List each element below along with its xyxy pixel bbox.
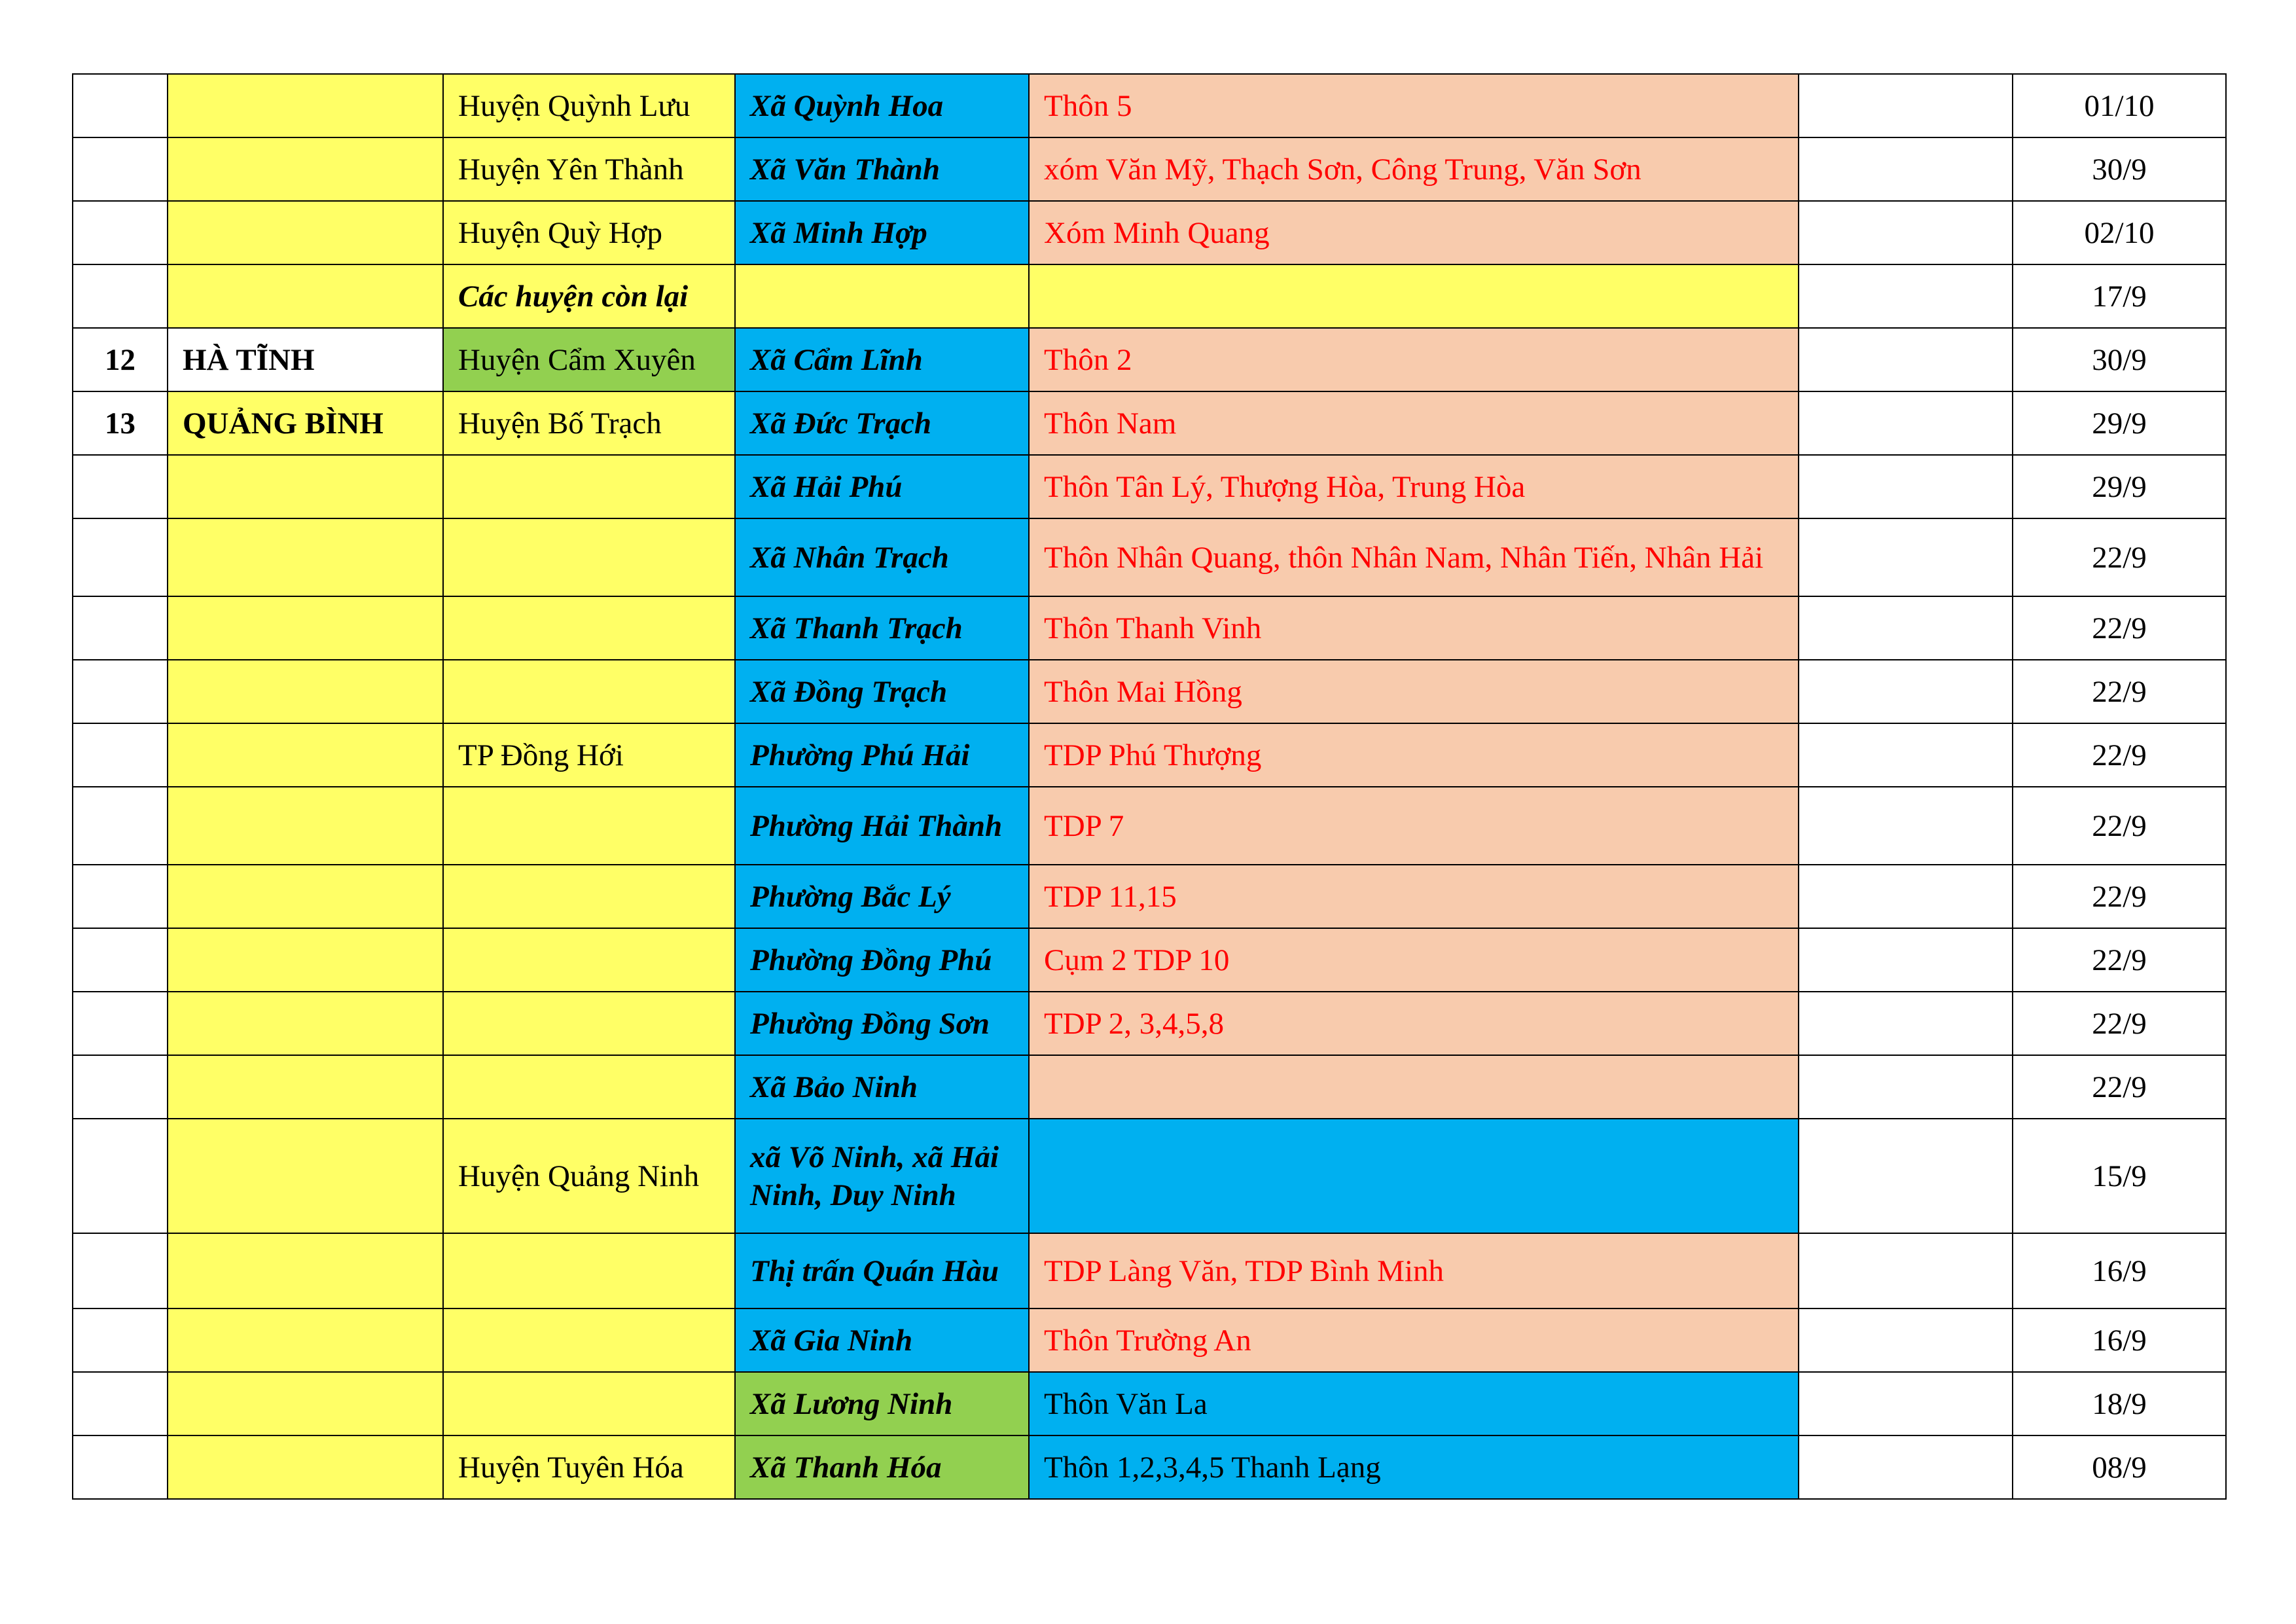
- province-cell: [168, 1055, 443, 1119]
- district-cell: [443, 865, 735, 928]
- province-cell: [168, 74, 443, 137]
- note-cell: [1799, 518, 2013, 596]
- note-cell: [1799, 455, 2013, 518]
- note-cell: [1799, 201, 2013, 264]
- district-cell: Huyện Yên Thành: [443, 137, 735, 201]
- stt-cell: [73, 137, 168, 201]
- note-cell: [1799, 723, 2013, 787]
- note-cell: [1799, 264, 2013, 328]
- province-cell: [168, 723, 443, 787]
- stt-cell: [73, 1233, 168, 1308]
- district-cell: [443, 1055, 735, 1119]
- district-cell: Các huyện còn lại: [443, 264, 735, 328]
- table-row: [73, 74, 2226, 137]
- note-cell: [1799, 1233, 2013, 1308]
- table-row: [73, 1435, 2226, 1499]
- district-cell: [443, 992, 735, 1055]
- commune-cell: Xã Đức Trạch: [735, 391, 1029, 455]
- stt-cell: [73, 74, 168, 137]
- table-row: [73, 264, 2226, 328]
- district-cell: Huyện Bố Trạch: [443, 391, 735, 455]
- date-cell: 22/9: [2013, 723, 2226, 787]
- note-cell: [1799, 137, 2013, 201]
- commune-cell: Xã Minh Hợp: [735, 201, 1029, 264]
- stt-cell: [73, 787, 168, 865]
- commune-cell: Phường Bắc Lý: [735, 865, 1029, 928]
- district-cell: [443, 596, 735, 660]
- district-cell: [443, 1372, 735, 1435]
- district-cell: [443, 1308, 735, 1372]
- table-row: [73, 137, 2226, 201]
- stt-cell: [73, 1308, 168, 1372]
- stt-cell: [73, 201, 168, 264]
- commune-cell: Phường Đồng Sơn: [735, 992, 1029, 1055]
- table-row: [73, 201, 2226, 264]
- note-cell: [1799, 1308, 2013, 1372]
- date-cell: 30/9: [2013, 328, 2226, 391]
- commune-cell: Xã Văn Thành: [735, 137, 1029, 201]
- date-cell: 15/9: [2013, 1119, 2226, 1233]
- commune-cell: Phường Phú Hải: [735, 723, 1029, 787]
- area-cell: Cụm 2 TDP 10: [1029, 928, 1799, 992]
- commune-cell: Thị trấn Quán Hàu: [735, 1233, 1029, 1308]
- commune-cell: Xã Lương Ninh: [735, 1372, 1029, 1435]
- province-cell: [168, 992, 443, 1055]
- table-row: [73, 1308, 2226, 1372]
- table-row: [73, 455, 2226, 518]
- district-cell: [443, 787, 735, 865]
- area-cell: xóm Văn Mỹ, Thạch Sơn, Công Trung, Văn Sơn: [1029, 137, 1799, 201]
- table-row: [73, 787, 2226, 865]
- district-cell: Huyện Quỳnh Lưu: [443, 74, 735, 137]
- note-cell: [1799, 865, 2013, 928]
- area-cell: Thôn Tân Lý, Thượng Hòa, Trung Hòa: [1029, 455, 1799, 518]
- province-cell: [168, 518, 443, 596]
- note-cell: [1799, 928, 2013, 992]
- date-cell: 22/9: [2013, 787, 2226, 865]
- date-cell: 22/9: [2013, 928, 2226, 992]
- table-row: [73, 518, 2226, 596]
- outbreak-area-table: [72, 73, 2227, 1500]
- note-cell: [1799, 787, 2013, 865]
- commune-cell: Xã Thanh Trạch: [735, 596, 1029, 660]
- date-cell: 29/9: [2013, 391, 2226, 455]
- note-cell: [1799, 1372, 2013, 1435]
- date-cell: 02/10: [2013, 201, 2226, 264]
- table-row: [73, 1233, 2226, 1308]
- district-cell: [443, 928, 735, 992]
- date-cell: 22/9: [2013, 660, 2226, 723]
- district-cell: [443, 660, 735, 723]
- date-cell: 08/9: [2013, 1435, 2226, 1499]
- area-cell: Thôn 5: [1029, 74, 1799, 137]
- province-cell: [168, 1435, 443, 1499]
- table-row: [73, 928, 2226, 992]
- district-cell: TP Đồng Hới: [443, 723, 735, 787]
- commune-cell: Xã Nhân Trạch: [735, 518, 1029, 596]
- district-cell: Huyện Tuyên Hóa: [443, 1435, 735, 1499]
- area-cell: [1029, 1055, 1799, 1119]
- stt-cell: [73, 723, 168, 787]
- table-row: [73, 992, 2226, 1055]
- table-row: [73, 328, 2226, 391]
- commune-cell: xã Võ Ninh, xã Hải Ninh, Duy Ninh: [735, 1119, 1029, 1233]
- note-cell: [1799, 391, 2013, 455]
- stt-cell: [73, 1372, 168, 1435]
- note-cell: [1799, 596, 2013, 660]
- commune-cell: Xã Đồng Trạch: [735, 660, 1029, 723]
- note-cell: [1799, 328, 2013, 391]
- area-cell: Thôn Văn La: [1029, 1372, 1799, 1435]
- commune-cell: Phường Hải Thành: [735, 787, 1029, 865]
- area-cell: TDP 7: [1029, 787, 1799, 865]
- stt-cell: [73, 264, 168, 328]
- commune-cell: Xã Cẩm Lĩnh: [735, 328, 1029, 391]
- area-cell: Thôn Thanh Vinh: [1029, 596, 1799, 660]
- area-cell: Thôn 2: [1029, 328, 1799, 391]
- date-cell: 22/9: [2013, 518, 2226, 596]
- province-cell: [168, 455, 443, 518]
- area-cell: Thôn Nhân Quang, thôn Nhân Nam, Nhân Tiến, Nhân Hải: [1029, 518, 1799, 596]
- province-cell: [168, 1308, 443, 1372]
- table-row: [73, 660, 2226, 723]
- commune-cell: Xã Thanh Hóa: [735, 1435, 1029, 1499]
- area-cell: Xóm Minh Quang: [1029, 201, 1799, 264]
- commune-cell: Xã Quỳnh Hoa: [735, 74, 1029, 137]
- district-cell: Huyện Quảng Ninh: [443, 1119, 735, 1233]
- province-cell: [168, 1119, 443, 1233]
- commune-cell: Xã Gia Ninh: [735, 1308, 1029, 1372]
- stt-cell: [73, 1435, 168, 1499]
- date-cell: 18/9: [2013, 1372, 2226, 1435]
- province-cell: [168, 264, 443, 328]
- area-cell: TDP 2, 3,4,5,8: [1029, 992, 1799, 1055]
- note-cell: [1799, 660, 2013, 723]
- stt-cell: [73, 660, 168, 723]
- commune-cell: Xã Hải Phú: [735, 455, 1029, 518]
- province-cell: [168, 865, 443, 928]
- commune-cell: Xã Bảo Ninh: [735, 1055, 1029, 1119]
- stt-cell: [73, 596, 168, 660]
- province-cell: [168, 596, 443, 660]
- table-row: [73, 865, 2226, 928]
- province-cell: QUẢNG BÌNH: [168, 391, 443, 455]
- note-cell: [1799, 992, 2013, 1055]
- date-cell: 22/9: [2013, 1055, 2226, 1119]
- stt-cell: [73, 518, 168, 596]
- date-cell: 30/9: [2013, 137, 2226, 201]
- province-cell: [168, 1372, 443, 1435]
- province-cell: [168, 928, 443, 992]
- table-row: [73, 391, 2226, 455]
- district-cell: Huyện Cẩm Xuyên: [443, 328, 735, 391]
- date-cell: 17/9: [2013, 264, 2226, 328]
- stt-cell: [73, 1119, 168, 1233]
- area-cell: [1029, 1119, 1799, 1233]
- table-row: [73, 723, 2226, 787]
- province-cell: [168, 201, 443, 264]
- date-cell: 22/9: [2013, 865, 2226, 928]
- stt-cell: 12: [73, 328, 168, 391]
- table-row: [73, 1119, 2226, 1233]
- district-cell: Huyện Quỳ Hợp: [443, 201, 735, 264]
- stt-cell: [73, 1055, 168, 1119]
- district-cell: [443, 455, 735, 518]
- date-cell: 22/9: [2013, 992, 2226, 1055]
- stt-cell: [73, 865, 168, 928]
- date-cell: 01/10: [2013, 74, 2226, 137]
- province-cell: [168, 787, 443, 865]
- area-cell: TDP Phú Thượng: [1029, 723, 1799, 787]
- table-row: [73, 1055, 2226, 1119]
- area-cell: Thôn Mai Hồng: [1029, 660, 1799, 723]
- stt-cell: [73, 928, 168, 992]
- area-cell: TDP Làng Văn, TDP Bình Minh: [1029, 1233, 1799, 1308]
- area-cell: Thôn Trường An: [1029, 1308, 1799, 1372]
- date-cell: 22/9: [2013, 596, 2226, 660]
- stt-cell: [73, 455, 168, 518]
- note-cell: [1799, 74, 2013, 137]
- table-row: [73, 596, 2226, 660]
- date-cell: 29/9: [2013, 455, 2226, 518]
- province-cell: [168, 1233, 443, 1308]
- note-cell: [1799, 1435, 2013, 1499]
- area-cell: [1029, 264, 1799, 328]
- commune-cell: [735, 264, 1029, 328]
- province-cell: [168, 660, 443, 723]
- district-cell: [443, 1233, 735, 1308]
- area-cell: Thôn 1,2,3,4,5 Thanh Lạng: [1029, 1435, 1799, 1499]
- note-cell: [1799, 1119, 2013, 1233]
- province-cell: [168, 137, 443, 201]
- date-cell: 16/9: [2013, 1233, 2226, 1308]
- stt-cell: [73, 992, 168, 1055]
- table-row: [73, 1372, 2226, 1435]
- note-cell: [1799, 1055, 2013, 1119]
- district-cell: [443, 518, 735, 596]
- province-cell: HÀ TĨNH: [168, 328, 443, 391]
- date-cell: 16/9: [2013, 1308, 2226, 1372]
- area-cell: TDP 11,15: [1029, 865, 1799, 928]
- commune-cell: Phường Đồng Phú: [735, 928, 1029, 992]
- stt-cell: 13: [73, 391, 168, 455]
- area-cell: Thôn Nam: [1029, 391, 1799, 455]
